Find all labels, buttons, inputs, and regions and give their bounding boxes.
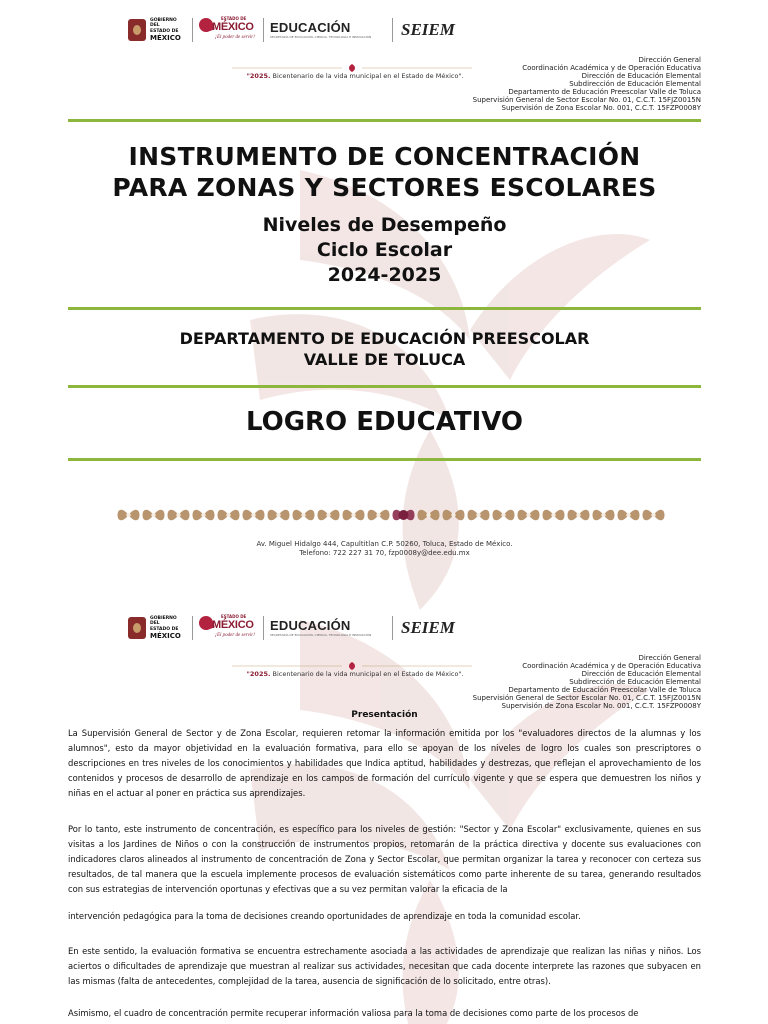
- department-title: [68, 328, 701, 370]
- body-paragraph: Por lo tanto, este instrumento de concentración, es específico para los niveles de gestión: "Sector y Zona Escolar" exclusivamente, quienes en sus visitas a los Jardines de Niños o con la construcción de instrumentos propios, retomarán de la práctica directiva y docente sus evaluaciones con indicadores claros alineados al instrumento de concentración de Zona y Sector Escolar, que permitan organizar la tarea y reconocer con certeza sus resultados, de tal manera que la escuela implemente procesos de evaluación sistemáticos como parte inherente de su tarea, generando resultados con sus estrategias de intervención oportunas y efectivas que a su vez permitan valorar la eficacia de la: [68, 824, 701, 894]
- gobierno-line1: GOBIERNO DEL: [150, 17, 177, 29]
- educacion-subtitle: SECRETARÍA DE EDUCACIÓN, CIENCIA, TECNOLOGÍA E INNOVACIÓN: [270, 632, 372, 637]
- edomex-big-text: MÉXICO: [212, 619, 254, 631]
- gobierno-logo: [128, 616, 186, 641]
- logo-divider: [392, 18, 393, 42]
- page-header: [0, 598, 768, 710]
- directory-line: Supervisión General de Sector Escolar No. 01, C.C.T. 15FJZ0015N: [472, 694, 701, 702]
- presentation-page: [0, 598, 768, 1024]
- directory-line: Subdirección de Educación Elemental: [569, 80, 701, 88]
- body-paragraph: Asimismo, el cuadro de concentración permite recuperar información valiosa para la toma de decisiones como parte de los procesos de: [68, 1008, 639, 1018]
- body-paragraph: En este sentido, la evaluación formativa se encuentra estrechamente asociada a las actividades de aprendizaje que realizan las niñas y niños. Los aciertos o dificultades de aprendizaje que muestran al realizar sus actividades, necesitan que cada docente interprete las razones que subyacen en las mismas (falta de antecedentes, complejidad de la tarea, ausencia de significación de lo solicitado, entre otras).: [68, 946, 701, 986]
- directory-line: Subdirección de Educación Elemental: [569, 678, 701, 686]
- ornament-motif: [468, 510, 490, 521]
- ornament-motif: [318, 510, 340, 521]
- subtitle-line: 2024-2025: [327, 264, 442, 286]
- edomex-small-text: ESTADO DE: [221, 614, 247, 619]
- educacion-title: EDUCACIÓN: [270, 617, 351, 633]
- directory-line: Dirección de Educación Elemental: [581, 72, 701, 80]
- bicentenario-legend: [230, 72, 480, 80]
- body-paragraph: intervención pedagógica para la toma de decisiones creando oportunidades de aprendizaje en toda la comunidad escolar.: [68, 911, 581, 921]
- directory-block: [473, 56, 701, 112]
- ornament-motif: [568, 510, 590, 521]
- department-line: DEPARTAMENTO DE EDUCACIÓN PREESCOLAR: [179, 329, 590, 348]
- ornament-motif: [243, 510, 265, 521]
- bicentenario-legend: [230, 670, 480, 678]
- gobierno-logo-text: [150, 18, 186, 43]
- decorative-border-icon: [116, 501, 666, 529]
- page-header: [0, 0, 768, 112]
- title-line: PARA ZONAS Y SECTORES ESCOLARES: [112, 173, 657, 202]
- logo-strip: [128, 16, 455, 44]
- logo-divider: [192, 18, 193, 42]
- gobierno-line1: GOBIERNO DEL: [150, 615, 177, 627]
- logo-divider: [192, 616, 193, 640]
- directory-line: Supervisión General de Sector Escolar No. 01, C.C.T. 15FJZ0015N: [472, 96, 701, 104]
- subtitle-line: Ciclo Escolar: [316, 239, 453, 261]
- bicentenario-year: "2025.: [246, 72, 271, 80]
- educacion-subtitle: SECRETARÍA DE EDUCACIÓN, CIENCIA, TECNOLOGÍA E INNOVACIÓN: [270, 34, 372, 39]
- ornament-motif: [268, 510, 290, 521]
- section-title: LOGRO EDUCATIVO: [245, 407, 524, 437]
- directory-line: Supervisión de Zona Escolar No. 001, C.C.T. 15FZP0008Y: [501, 104, 701, 112]
- contact-line: Telefono: 722 227 31 70, fzp0008y@dee.edu.mx: [299, 549, 470, 557]
- edomex-small-text: ESTADO DE: [221, 16, 247, 21]
- seiem-logo: SEIEM: [401, 20, 455, 39]
- edomex-slogan: ¡El poder de servir!: [215, 633, 255, 638]
- gobierno-logo: [128, 18, 186, 43]
- body-paragraph: La Supervisión General de Sector y de Zona Escolar, requieren retomar la información emitida por los "evaluadores directos de la alumnas y los alumnos", esto da mayor objetividad en la evaluación formativa, para ello se apoyan de los niveles de logro los cuales son prescriptores o descripciones en tres niveles de los conocimientos y habilidades que Indica aptitud, habilidades y destrezas, que reflejan el aprovechamiento de los contenidos y procesos de desarrollo de aprendizaje en los campos de formación del currículo vigente y que se espera que demuestren los niños y niñas en el actuar al poner en práctica sus aprendizajes.: [68, 728, 701, 798]
- edomex-logo: [199, 614, 257, 642]
- page-footer: [68, 540, 701, 558]
- green-rule: [68, 307, 701, 310]
- green-rule: [68, 385, 701, 388]
- gobierno-logo-text: [150, 616, 186, 641]
- ornament-motif: [518, 510, 540, 521]
- header-ornament-icon: [232, 64, 472, 72]
- ornament-motif: [593, 510, 615, 521]
- logo-divider: [392, 616, 393, 640]
- document-title: [68, 141, 701, 203]
- title-line: INSTRUMENTO DE CONCENTRACIÓN: [128, 142, 641, 171]
- subtitle-line: Niveles de Desempeño: [262, 214, 507, 236]
- directory-line: Dirección de Educación Elemental: [581, 670, 701, 678]
- green-rule: [68, 458, 701, 461]
- bicentenario-text: Bicentenario de la vida municipal en el Estado de México".: [272, 670, 464, 678]
- educacion-logo: [270, 619, 386, 638]
- coat-of-arms-icon: [128, 617, 146, 639]
- ornament-motif: [618, 510, 640, 521]
- ornament-motif: [368, 510, 390, 521]
- ornament-motif: [168, 510, 190, 521]
- document-subtitle: [68, 213, 701, 288]
- department-line: VALLE DE TOLUCA: [303, 350, 466, 369]
- logo-divider: [263, 18, 264, 42]
- section-heading: Presentación: [351, 710, 418, 720]
- logo-strip: [128, 614, 455, 642]
- directory-line: Dirección General: [638, 56, 701, 64]
- address-line: Av. Miguel Hidalgo 444, Capultitlan C.P. 50260, Toluca, Estado de México.: [256, 540, 513, 548]
- directory-block: [473, 654, 701, 710]
- bicentenario-text: Bicentenario de la vida municipal en el Estado de México".: [272, 72, 464, 80]
- bicentenario-year: "2025.: [246, 670, 271, 678]
- directory-line: Coordinación Académica y de Operación Educativa: [522, 64, 701, 72]
- ornament-motif: [343, 510, 365, 521]
- ornament-motif: [193, 510, 215, 521]
- gobierno-line3: MÉXICO: [150, 34, 181, 43]
- ornament-motif: [393, 510, 415, 521]
- ornament-motif: [493, 510, 515, 521]
- ornament-motif: [218, 510, 240, 521]
- gobierno-line2: ESTADO DE: [150, 626, 179, 632]
- directory-line: Supervisión de Zona Escolar No. 001, C.C.T. 15FZP0008Y: [501, 702, 701, 710]
- educacion-title: EDUCACIÓN: [270, 19, 351, 35]
- ornament-motif: [143, 510, 165, 521]
- ornament-motif: [118, 510, 140, 521]
- edomex-big-text: MÉXICO: [212, 21, 254, 33]
- edomex-logo: [199, 16, 257, 44]
- logo-divider: [263, 616, 264, 640]
- ornament-motif: [543, 510, 565, 521]
- educacion-logo: [270, 21, 386, 40]
- ornament-motif: [643, 510, 665, 521]
- edomex-slogan: ¡El poder de servir!: [215, 35, 255, 40]
- coat-of-arms-icon: [128, 19, 146, 41]
- directory-line: Departamento de Educación Preescolar Valle de Toluca: [508, 88, 701, 96]
- directory-line: Departamento de Educación Preescolar Valle de Toluca: [508, 686, 701, 694]
- directory-line: Coordinación Académica y de Operación Educativa: [522, 662, 701, 670]
- seiem-logo: SEIEM: [401, 618, 455, 637]
- ornament-motif: [443, 510, 465, 521]
- directory-line: Dirección General: [638, 654, 701, 662]
- green-rule: [68, 119, 701, 122]
- gobierno-line2: ESTADO DE: [150, 28, 179, 34]
- header-ornament-icon: [232, 662, 472, 670]
- gobierno-line3: MÉXICO: [150, 632, 181, 641]
- ornament-motif: [418, 510, 440, 521]
- ornament-motif: [293, 510, 315, 521]
